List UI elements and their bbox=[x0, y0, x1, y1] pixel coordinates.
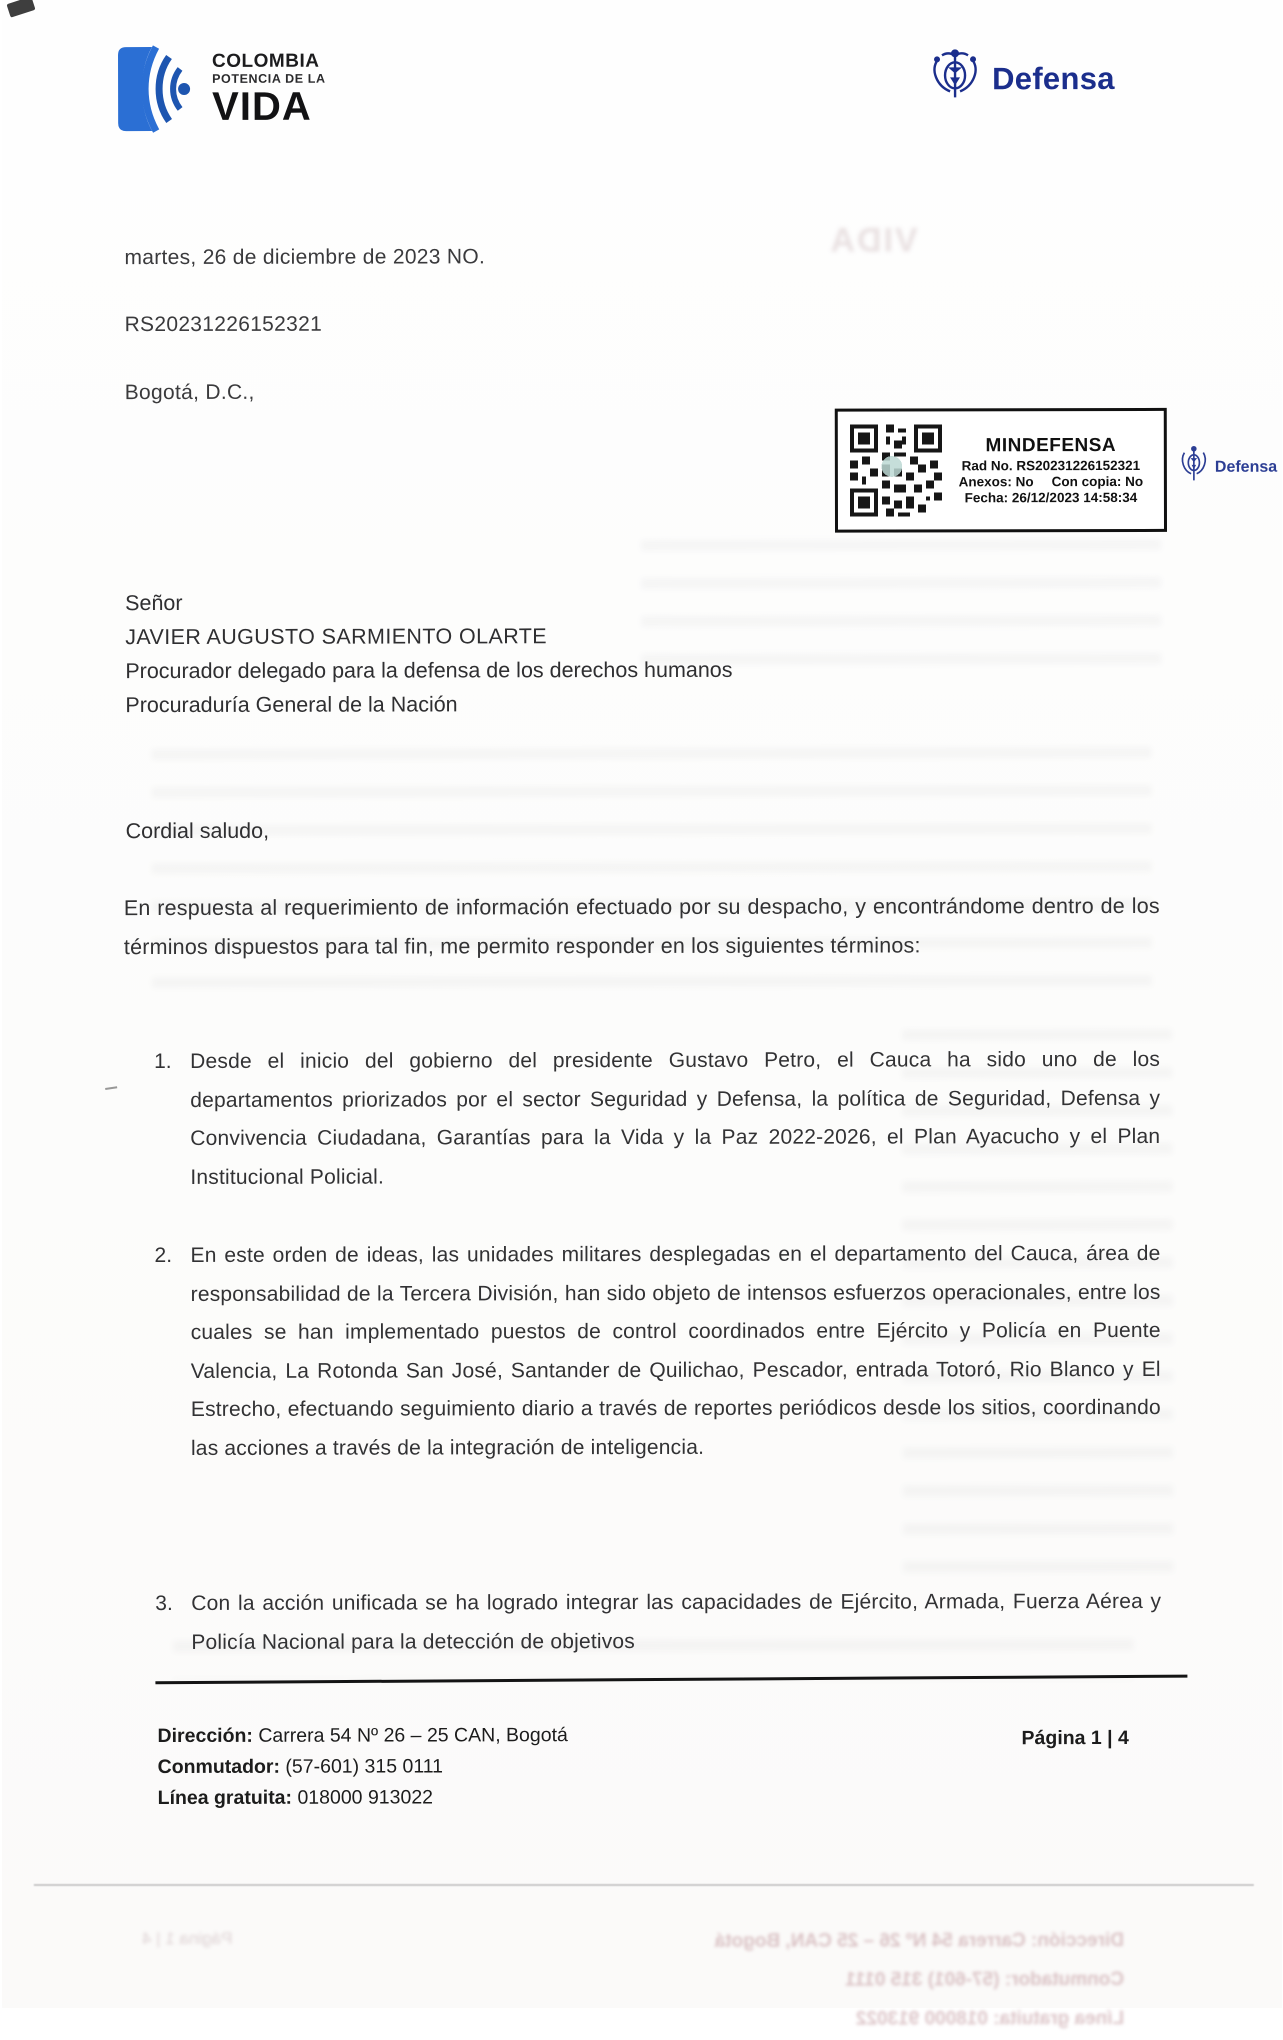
footer-divider bbox=[155, 1675, 1187, 1685]
logo-text-colombia: COLOMBIA bbox=[211, 50, 319, 72]
coat-of-arms-icon bbox=[927, 47, 981, 110]
defensa-logo-small-label: Defensa bbox=[1214, 458, 1277, 476]
defensa-logo-small bbox=[1178, 445, 1276, 490]
defensa-logo-label: Defensa bbox=[991, 60, 1115, 96]
list-item-2-text: En este orden de ideas, las unidades militares desplegadas en el departamento del Cauca, área de responsabilidad de la Tercera División, han sido objeto de intensos esfuerzos operacionales, entre los cuales se han implementado puestos de control coordinados entre Ejército y Policía en Puente Valencia, La Rotonda San José, Santander de Quilichao, Pescador, entrada Totoró, Rio Blanco y El Estrecho, efectuando seguimiento diario a través de reportes periódicos desde los sitios, coordinando las acciones a través de la integración de inteligencia. bbox=[190, 1241, 1161, 1460]
recipient-entity: Procuraduría General de la Nación bbox=[124, 692, 458, 718]
mindefensa-stamp bbox=[834, 408, 1166, 533]
stamp-anexos: Anexos: No bbox=[958, 474, 1034, 490]
footer-linea-line bbox=[157, 1782, 567, 1814]
stamp-title: MINDEFENSA bbox=[984, 435, 1116, 457]
colombia-vida-logo bbox=[111, 45, 325, 133]
intro-paragraph: En respuesta al requerimiento de información efectuado por su despacho, y encontrándome dentro de los términos dispuestos para tal fin, me permito responder en los siguientes términos: bbox=[123, 893, 1160, 960]
recipient-salutation: Señor bbox=[124, 590, 183, 616]
list-item-2-number: 2. bbox=[154, 1243, 172, 1268]
defensa-logo bbox=[927, 47, 1114, 110]
footer-conmutador-value: (57-601) 315 0111 bbox=[284, 1755, 443, 1778]
coat-of-arms-icon bbox=[1178, 445, 1208, 490]
logo-text-vida: VIDA bbox=[211, 84, 312, 129]
footer-conmutador-line bbox=[157, 1751, 567, 1783]
list-item-3-text: Con la acción unificada se ha logrado integrar las capacidades de Ejército, Armada, Fuerza Aérea y Policía Nacional para la detección de objetivos bbox=[190, 1589, 1161, 1654]
footer-direccion-value: Carrera 54 Nº 26 – 25 CAN, Bogotá bbox=[257, 1724, 568, 1747]
date-line: martes, 26 de diciembre de 2023 NO. bbox=[123, 245, 485, 270]
footer-conmutador-label: Conmutador: bbox=[157, 1755, 280, 1779]
footer-linea-value: 018000 913022 bbox=[296, 1786, 433, 1809]
list-item-1 bbox=[154, 1041, 1160, 1197]
bleed-through-footer: Dirección: Carrera 54 Nº 26 – 25 CAN, Bogotá Conmutador: (57-601) 315 0111 Línea gratuita: 018000 913022 bbox=[714, 1929, 1124, 2030]
page-indicator: Página 1 | 4 bbox=[1021, 1726, 1129, 1750]
greeting-line: Cordial saludo, bbox=[125, 818, 269, 844]
bleed-through-text-block bbox=[151, 747, 1152, 1009]
stamp-fecha-line: Fecha: 26/12/2023 14:58:34 bbox=[964, 489, 1137, 506]
list-item-1-number: 1. bbox=[153, 1049, 172, 1074]
pen-mark-artifact bbox=[105, 1086, 117, 1090]
bleed-through-logo-text: VIDA bbox=[827, 221, 918, 260]
scanned-letter-page bbox=[2, 0, 1282, 2030]
footer-linea-label: Línea gratuita: bbox=[157, 1786, 292, 1810]
colombia-vida-logo-icon bbox=[111, 45, 197, 133]
radicado-number: RS20231226152321 bbox=[124, 312, 322, 337]
list-item-2 bbox=[154, 1235, 1160, 1468]
stamp-rad-line: Rad No. RS20231226152321 bbox=[961, 457, 1140, 474]
footer-direccion-line bbox=[157, 1720, 567, 1752]
qr-code-icon bbox=[845, 420, 945, 520]
recipient-name: JAVIER AUGUSTO SARMIENTO OLARTE bbox=[124, 624, 547, 650]
footer-direccion-label: Dirección: bbox=[157, 1724, 253, 1748]
city-line: Bogotá, D.C., bbox=[124, 380, 255, 405]
stamp-con-copia: Con copia: No bbox=[1051, 473, 1143, 490]
bleed-through-page-indicator: Página 1 | 4 bbox=[141, 1928, 232, 1949]
list-item-3-number: 3. bbox=[154, 1591, 173, 1616]
bleed-through-divider bbox=[33, 1884, 1253, 1886]
list-item-1-text: Desde el inicio del gobierno del presidente Gustavo Petro, el Cauca ha sido uno de los departamentos priorizados por el sector Seguridad y Defensa, la política de Seguridad, Defensa y Convivencia Ciudadana, Garantías para la Vida y la Paz 2022-2026, el Plan Ayacucho y el Plan Institucional Policial. bbox=[189, 1047, 1160, 1189]
list-item-3 bbox=[155, 1583, 1161, 1662]
footer-contact-block bbox=[157, 1720, 568, 1814]
recipient-title: Procurador delegado para la defensa de los derechos humanos bbox=[124, 657, 733, 684]
logo-text-potencia: POTENCIA DE LA bbox=[211, 71, 326, 86]
recipient-block bbox=[125, 585, 732, 722]
